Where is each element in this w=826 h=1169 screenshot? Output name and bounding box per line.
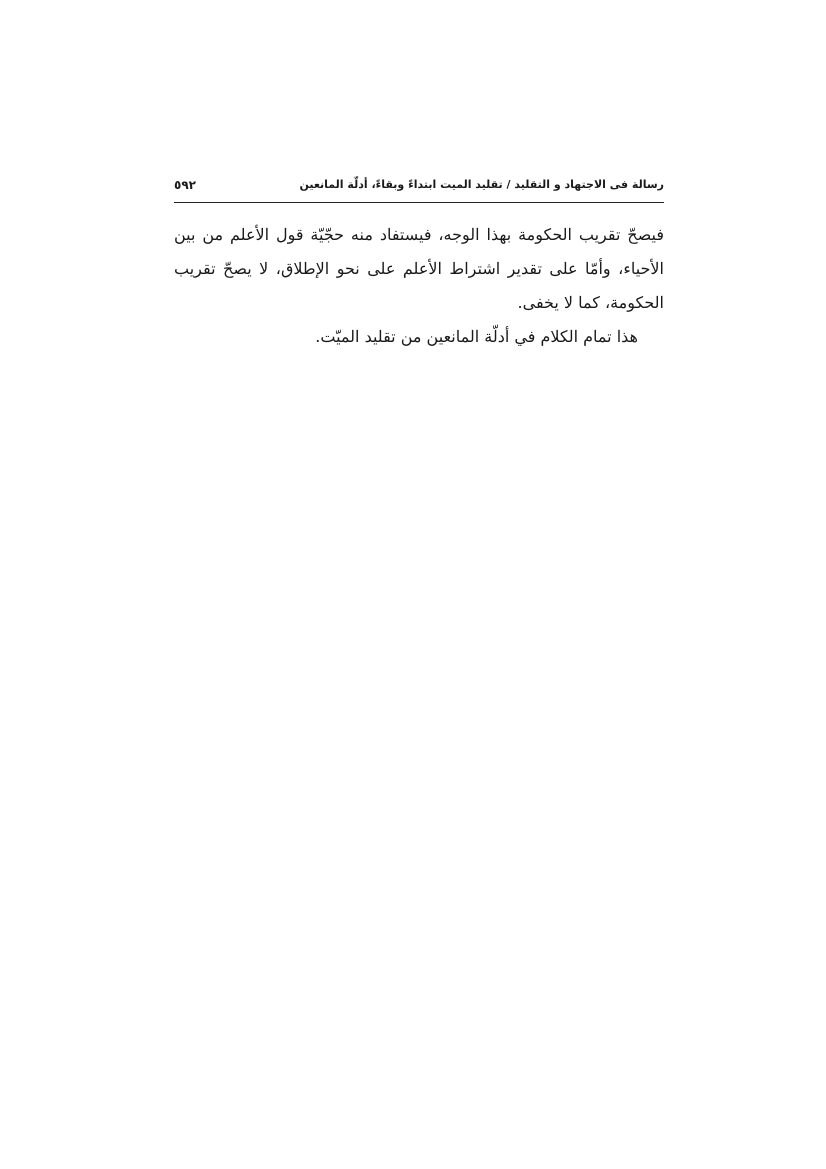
paragraph-2: هذا تمام الكلام في أدلّة المانعين من تقليد الميّت. [315,327,638,346]
paragraph-1: فيصحّ تقريب الحكومة بهذا الوجه، فيستفاد منه حجّيّة قول الأعلم من بين الأحياء، وأمّا على تقدير اشتراط الأعلم على نحو الإطلاق، لا يصحّ تقريب الحكومة، كما لا يخفى. [174,225,664,312]
page-number: ٥٩٢ [174,178,196,192]
header-title: رسالة فى الاجتهاد و التقليد / تقليد الميت ابتداءً وبقاءً، أدلّة المانعين [299,178,664,191]
running-header [174,176,664,203]
body-text [174,218,664,354]
